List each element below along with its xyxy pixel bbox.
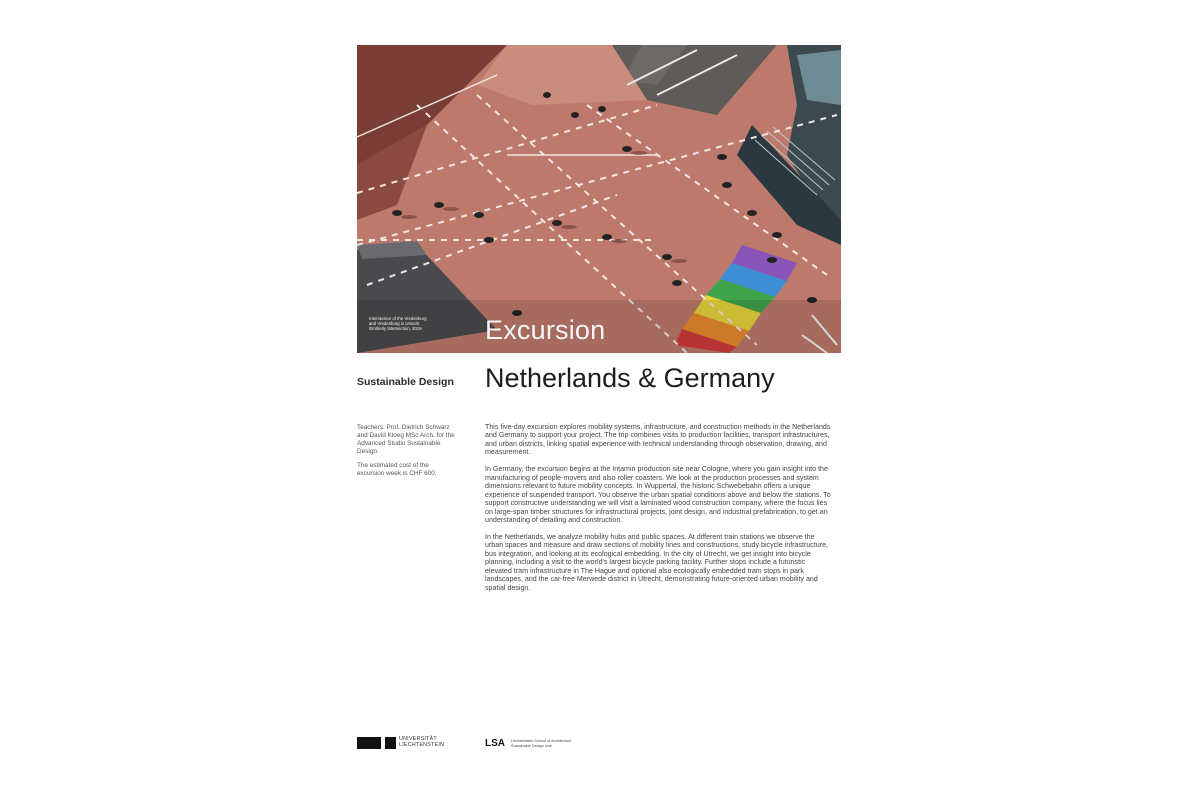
lsa-logo: [485, 738, 685, 752]
caption-line: and Vredenburg in Utrecht: [369, 321, 420, 327]
caption-line: Intersection of the Vredenburg: [369, 316, 427, 321]
sidebar-info: [357, 424, 457, 484]
teachers-note: Teachers: Prof. Dietrich Schwarz and David Kloeg MSc Arch. for the Advanced Studio Sustainable Design.: [357, 424, 455, 455]
body-paragraph: This five-day excursion explores mobility systems, infrastructure, and construction methods in the Netherlands and Germany to support your project. The trip combines visits to production facilities, transport infrastructures, and urban districts, linking spatial experience with technical understanding through observation, drawing, and measurement.: [485, 423, 831, 457]
hero-photo: [357, 45, 841, 353]
body-paragraph: In the Netherlands, we analyze mobility hubs and public spaces. At different train stations we observe the urban spaces and measure and draw sections of mobility lines and constructions, study bicycle infrastructure, bus integration, and looking at its ecological embedding. In the city of Utrecht, we get insight into bicycle planning, including a visit to the world's largest bicycle parking facility. Further stops include a futuristic elevated tram infrastructure in The Hague and optional also ecologically embedded tram stops in park landscapes, and the car-free Merwede district in Utrecht, demonstrating future-oriented urban mobility and spatial design.: [485, 532, 829, 592]
lsa-mark: LSA: [485, 738, 505, 749]
logo-block-large: [357, 737, 381, 749]
hero-title: Excursion: [485, 315, 606, 345]
logo-block-small: [385, 737, 396, 749]
lsa-subtext-line: Liechtenstein School of Architecture: [511, 739, 572, 743]
body-paragraph: In Germany, the excursion begins at the Intamin production site near Cologne, where you gain insight into the manufacturing of people-movers and also roller coasters. We look at the production processes and system dimensions relevant to future mobility concepts. In Wuppertal, the historic Schwebebahn offers a unique experience of suspended transport. You observe the urban spatial conditions above and below the stations. To support constructive understanding we will visit a laminated wood construction company, where the focus lies on large-span timber structures for infrastructural projects, joint design, and industrial prefabrication, to get an understanding of detailing and construction.: [485, 465, 831, 525]
university-name: [399, 736, 444, 748]
lsa-subtext: [511, 739, 571, 748]
category-label: Sustainable Design: [357, 376, 454, 388]
aerial-intersection-illustration: [357, 45, 841, 353]
photo-caption: [369, 316, 479, 332]
university-name-line: UNIVERSITÄT: [399, 736, 437, 742]
caption-line: Brotherly Intersection, 2019: [369, 326, 422, 332]
poster-sheet: [357, 45, 841, 765]
university-logo: [357, 735, 477, 753]
university-name-line: LIECHTENSTEIN: [399, 742, 445, 749]
lsa-subtext-line: Sustainable Design Unit: [511, 743, 552, 748]
body-text: [485, 423, 833, 601]
page-title: Netherlands & Germany: [485, 363, 775, 393]
cost-note: The estimated cost of the excursion week is CHF 600.: [357, 462, 437, 477]
